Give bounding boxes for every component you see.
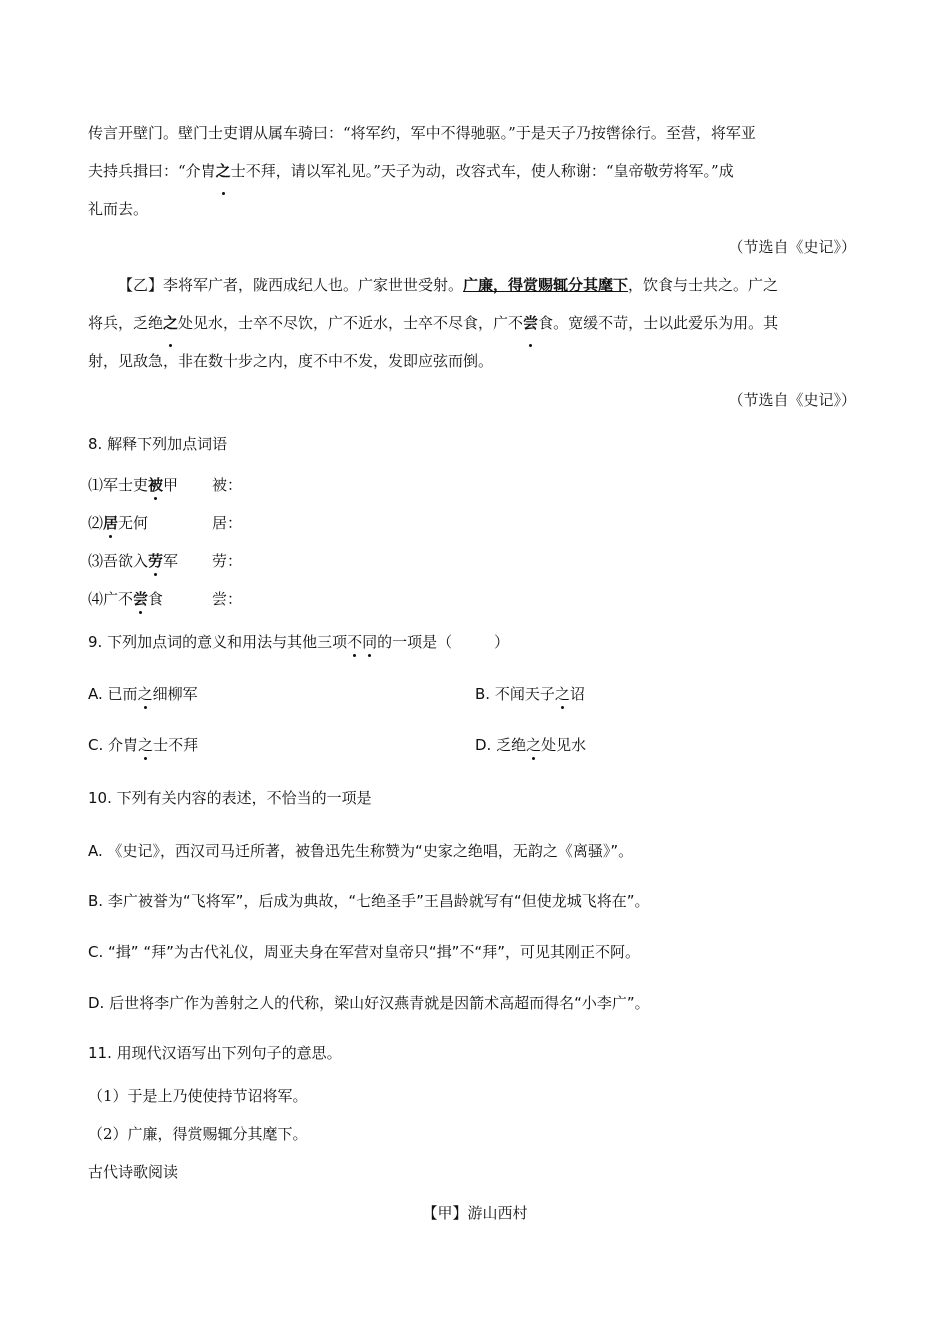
passage-yi-line-2: 将兵，乏绝之处见水，士卒不尽饮，广不近水，士卒不尽食，广不尝食。宽缓不苛，士以此爱乐为用。其 — [88, 304, 860, 342]
q11-stem: 11. 用现代汉语写出下列句子的意思。 — [88, 1044, 342, 1062]
q10-option-d: D. 后世将李广作为善射之人的代称，梁山好汉燕青就是因箭术高超而得名“小李广”。 — [88, 994, 650, 1012]
passage-jia — [88, 114, 860, 228]
passage-yi-source: （节选自《史记》） — [728, 391, 856, 409]
q10-option-c: C. “揖” “拜”为古代礼仪，周亚夫身在军营对皇帝只“揖”不“拜”，可见其刚正不阿。 — [88, 943, 640, 961]
passage-jia-line-1: 传言开壁门。壁门士吏谓从属车骑曰：“将军约，军中不得驰驱。”于是天子乃按辔徐行。至营，将军亚 — [88, 124, 756, 142]
q8-item-3-label: 劳： — [212, 552, 243, 570]
q9-option-b: B. 不闻天子之诏 — [475, 685, 585, 703]
q9-stem: 9. 下列加点词的意义和用法与其他三项不同的一项是（ ） — [88, 633, 510, 651]
dotted-word: 居 — [103, 514, 119, 532]
q8-item-2-label: 居： — [212, 514, 243, 532]
passage-yi-line-1: 【乙】李将军广者，陇西成纪人也。广家世世受射。广廉，得赏赐辄分其麾下，饮食与士共之。广之 — [118, 276, 779, 294]
q8-item-3: ⑶吾欲入劳军 — [88, 552, 179, 570]
q8-item-4-label: 尝： — [212, 590, 243, 608]
q10-option-b: B. 李广被誉为“飞将军”，后成为典故，“七绝圣手”王昌龄就写有“但使龙城飞将在”。 — [88, 892, 650, 910]
dotted-word: 之 — [554, 685, 570, 703]
q9-option-d: D. 乏绝之处见水 — [475, 736, 587, 754]
dotted-word: 被 — [148, 476, 164, 494]
q8-item-1-label: 被： — [212, 476, 243, 494]
section-heading: 古代诗歌阅读 — [88, 1163, 179, 1181]
passage-jia-line-2: 夫持兵揖曰：“介胄之士不拜，请以军礼见。”天子为动，改容式车，使人称谢：“皇帝敬劳将军。”成 — [88, 152, 860, 190]
passage-yi — [88, 266, 860, 304]
dotted-word: 尝 — [523, 304, 538, 342]
q9-option-a: A. 已而之细柳军 — [88, 685, 198, 703]
q9-option-c: C. 介胄之士不拜 — [88, 736, 199, 754]
dotted-word: 之 — [526, 736, 542, 754]
dotted-word: 之 — [163, 304, 178, 342]
dotted-word: 尝 — [133, 590, 149, 608]
q10-stem: 10. 下列有关内容的表述，不恰当的一项是 — [88, 789, 372, 807]
q11-item-2: （2）广廉，得赏赐辄分其麾下。 — [88, 1125, 308, 1143]
q10-option-a: A. 《史记》，西汉司马迁所著，被鲁迅先生称赞为“史家之绝唱，无韵之《离骚》”。 — [88, 842, 634, 860]
dotted-word: 之 — [216, 152, 231, 190]
dotted-word: 劳 — [148, 552, 164, 570]
q11-item-1: （1）于是上乃使使持节诏将军。 — [88, 1087, 308, 1105]
dotted-word: 同 — [362, 633, 378, 651]
q8-item-1: ⑴军士吏被甲 — [88, 476, 179, 494]
q8-stem: 8. 解释下列加点词语 — [88, 435, 228, 453]
q8-item-4: ⑷广不尝食 — [88, 590, 164, 608]
underlined-sentence: 广廉，得赏赐辄分其麾下 — [463, 276, 629, 294]
passage-jia-line-3: 礼而去。 — [88, 200, 149, 218]
passage-jia-source: （节选自《史记》） — [728, 238, 856, 256]
dotted-word: 之 — [137, 685, 153, 703]
dotted-word: 之 — [138, 736, 154, 754]
dotted-word: 不 — [347, 633, 363, 651]
q8-item-2: ⑵居无何 — [88, 514, 149, 532]
poem-title: 【甲】游山西村 — [422, 1204, 528, 1222]
passage-yi-cont — [88, 304, 860, 380]
passage-yi-line-3: 射，见敌急，非在数十步之内，度不中不发，发即应弦而倒。 — [88, 352, 494, 370]
